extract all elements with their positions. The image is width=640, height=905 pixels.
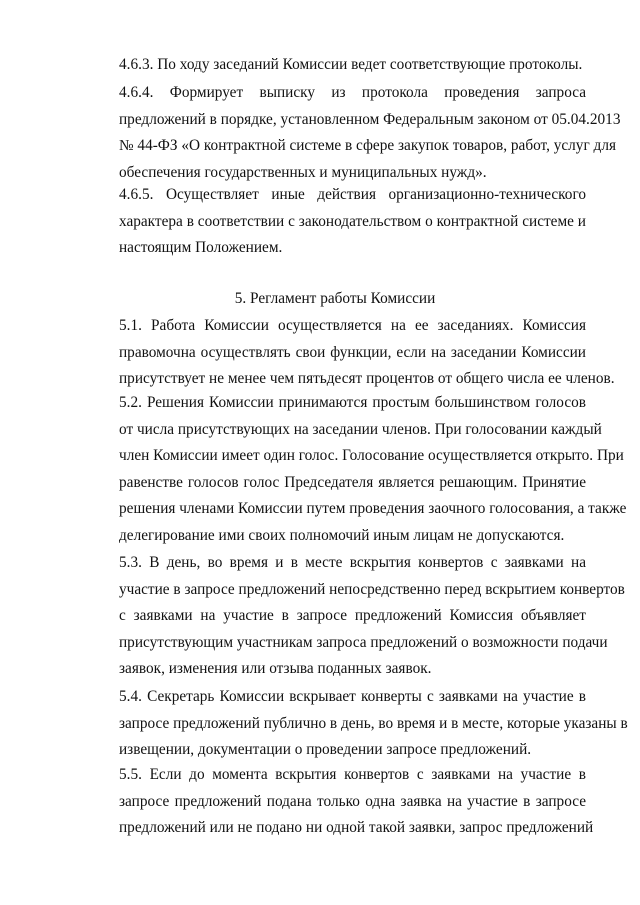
paragraph-5-5	[84, 762, 594, 842]
text-line: присутствует не менее чем пятьдесят процентов от общего числа ее членов.	[119, 370, 615, 387]
text-line: извещении, документации о проведении запросе предложений.	[119, 741, 532, 758]
text-line: 5.4. Секретарь Комиссии вскрывает конверты с заявками на участие в	[119, 688, 586, 705]
text-line: с заявками на участие в запросе предложений Комиссия объявляет	[119, 607, 586, 624]
text-line: 5.5. Если до момента вскрытия конвертов с заявками на участие в	[119, 766, 586, 783]
text-line: правомочна осуществлять свои функции, если на заседании Комиссии	[119, 343, 586, 361]
section-heading: 5. Регламент работы Комиссии	[234, 290, 436, 307]
text-line: делегирование ими своих полномочий иным лицам не допускаются.	[119, 526, 565, 544]
paragraph-5-3	[84, 550, 625, 683]
text-line: член Комиссии имеет один голос. Голосование осуществляется открыто. При	[119, 447, 624, 464]
text-line: 4.6.3. По ходу заседаний Комиссии ведет соответствующие протоколы.	[119, 56, 583, 73]
text-line: присутствующим участникам запроса предложений о возможности подачи	[119, 633, 608, 651]
text-line: запросе предложений публично в день, во время и в месте, которые указаны в	[119, 714, 628, 732]
text-line: 4.6.4. Формирует выписку из протокола проведения запроса	[119, 84, 586, 101]
text-line: равенстве голосов голос Председателя является решающим. Принятие	[119, 473, 586, 491]
paragraph-5-1	[84, 313, 615, 393]
text-line: 5.3. В день, во время и в месте вскрытия конвертов с заявками на	[119, 554, 586, 571]
text-line: настоящим Положением.	[119, 239, 283, 256]
text-line: предложений или не подано ни одной такой заявки, запрос предложений	[119, 819, 594, 836]
text-line: запросе предложений подана только одна заявка на участие в запросе	[119, 792, 586, 810]
text-line: участие в запросе предложений непосредственно перед вскрытием конвертов	[119, 580, 625, 598]
text-line: № 44-ФЗ «О контрактной системе в сфере закупок товаров, работ, услуг для	[119, 137, 616, 154]
text-line: 4.6.5. Осуществляет иные действия организационно-технического	[119, 186, 586, 203]
text-line: предложений в порядке, установленном Федеральным законом от 05.04.2013	[119, 110, 621, 128]
paragraph-4-6-3	[84, 52, 586, 79]
paragraph-5-4	[84, 684, 628, 764]
text-line: решения членами Комиссии путем проведения заочного голосования, а также	[119, 500, 627, 517]
text-line: характера в соответствии с законодательством о контрактной системе и	[119, 212, 586, 230]
text-line: заявок, изменения или отзыва поданных заявок.	[119, 660, 432, 677]
paragraph-4-6-5	[84, 182, 586, 262]
paragraph-5-2	[84, 390, 627, 549]
paragraph-4-6-4	[84, 80, 621, 186]
text-line: от числа присутствующих на заседании членов. При голосовании каждый	[119, 420, 602, 438]
text-line: обеспечения государственных и муниципальных нужд».	[119, 163, 487, 181]
text-line: 5.2. Решения Комиссии принимаются простым большинством голосов	[119, 394, 586, 411]
text-line: 5.1. Работа Комиссии осуществляется на ее заседаниях. Комиссия	[119, 317, 586, 334]
